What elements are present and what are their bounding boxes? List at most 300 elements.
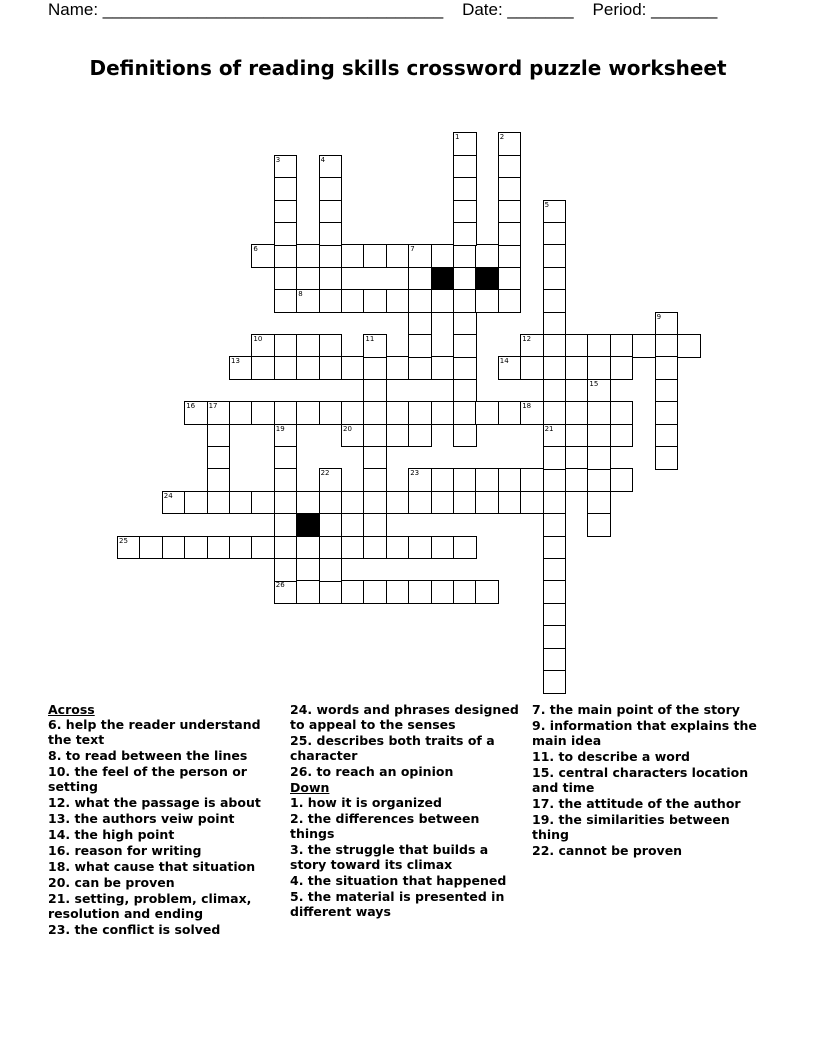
clue-item [532,812,764,842]
crossword-cell[interactable] [274,267,298,291]
crossword-cell[interactable] [587,513,611,537]
crossword-cell[interactable] [363,536,387,560]
crossword-cell[interactable] [207,446,231,470]
crossword-cell[interactable] [363,244,387,268]
crossword-cell[interactable] [162,491,186,515]
crossword-cell[interactable] [655,334,679,358]
crossword-cell[interactable] [543,244,567,268]
crossword-cell[interactable] [319,491,343,515]
crossword-cell[interactable] [431,356,455,380]
clue-item [290,811,522,841]
clue-item-text: the material is presented in different ways [290,889,505,919]
crossword-cell[interactable] [655,401,679,425]
clue-item-text: the similarities between thing [532,812,730,842]
crossword-cell[interactable] [274,222,298,246]
crossword-cell[interactable] [408,536,432,560]
clue-item-number: 24. [290,702,313,717]
crossword-cell[interactable] [543,580,567,604]
crossword-cell[interactable] [453,222,477,246]
crossword-cell[interactable] [475,401,499,425]
crossword-cell[interactable] [632,334,656,358]
crossword-cell[interactable] [319,401,343,425]
crossword-cell[interactable] [274,155,298,179]
clue-item-number: 4. [290,873,304,888]
clue-number: 12 [522,335,532,343]
crossword-cell[interactable] [386,536,410,560]
crossword-cell[interactable] [543,513,567,537]
crossword-cell[interactable] [274,424,298,448]
crossword-cell[interactable] [610,468,634,492]
crossword-cell[interactable] [274,580,298,604]
crossword-cell[interactable] [274,446,298,470]
clue-item [532,718,764,748]
crossword-cell[interactable] [408,334,432,358]
crossword-cell[interactable] [207,491,231,515]
crossword-cell[interactable] [363,356,387,380]
crossword-cell[interactable] [520,356,544,380]
crossword-cell[interactable] [363,379,387,403]
clue-item-text: cannot be proven [554,843,683,858]
clue-item-text: central characters location and time [532,765,749,795]
clue-item [48,795,280,810]
crossword-cell[interactable] [453,334,477,358]
crossword-cell[interactable] [319,536,343,560]
crossword-cell[interactable] [587,334,611,358]
crossword-cell[interactable] [408,312,432,336]
crossword-cell[interactable] [386,356,410,380]
clue-number: 26 [275,581,285,590]
crossword-cell[interactable] [543,334,567,358]
crossword-cell[interactable] [520,468,544,492]
crossword-cell[interactable] [543,491,567,515]
crossword-cell[interactable] [408,244,432,268]
crossword-cell[interactable] [453,468,477,492]
crossword-black-cell [475,267,499,291]
crossword-black-cell [296,513,320,537]
crossword-cell[interactable] [162,536,186,560]
crossword-cell[interactable] [363,334,387,358]
crossword-cell[interactable] [431,244,455,268]
crossword-cell[interactable] [229,536,253,560]
crossword-cell[interactable] [207,401,231,425]
crossword-cell[interactable] [543,424,567,448]
clue-number: 25 [119,536,128,545]
crossword-cell[interactable] [408,468,432,492]
crossword-cell[interactable] [229,401,253,425]
crossword-cell[interactable] [498,155,522,179]
crossword-cell[interactable] [251,401,275,425]
crossword-cell[interactable] [296,289,320,313]
clue-item-text: the feel of the person or setting [48,764,247,794]
crossword-cell[interactable] [341,401,365,425]
crossword-cell[interactable] [498,132,522,156]
clue-item-text: the main point of the story [545,702,740,717]
crossword-cell[interactable] [274,334,298,358]
clue-number: 20 [343,424,352,433]
crossword-cell[interactable] [207,468,231,492]
clue-item-number: 14. [48,827,71,842]
clue-item-text: the high point [70,827,175,842]
crossword-cell[interactable] [408,401,432,425]
clue-item-text: reason for writing [70,843,202,858]
crossword-cell[interactable] [453,356,477,380]
crossword-cell[interactable] [408,267,432,291]
crossword-cell[interactable] [610,356,634,380]
crossword-cell[interactable] [475,580,499,604]
clue-item [532,702,764,717]
crossword-cell[interactable] [498,468,522,492]
crossword-cell[interactable] [498,267,522,291]
crossword-cell[interactable] [453,267,477,291]
crossword-cell[interactable] [341,580,365,604]
crossword-cell[interactable] [453,401,477,425]
clue-item-text: what the passage is about [70,795,261,810]
crossword-cell[interactable] [543,536,567,560]
clue-item-text: the conflict is solved [70,922,221,937]
clue-number: 14 [499,357,509,366]
clue-item [48,875,280,890]
clue-item-number: 18. [48,859,71,874]
crossword-cell[interactable] [386,289,410,313]
clue-item-text: describes both traits of a character [290,733,495,763]
crossword-cell[interactable] [341,356,365,380]
clue-item [532,796,764,811]
clue-item-number: 15. [532,765,555,780]
crossword-cell[interactable] [498,222,522,246]
crossword-cell[interactable] [363,401,387,425]
crossword-cell[interactable] [498,289,522,313]
crossword-cell[interactable] [251,536,275,560]
crossword-cell[interactable] [363,491,387,515]
clue-item-number: 3. [290,842,304,857]
clues-column-1 [48,702,280,938]
crossword-cell[interactable] [408,580,432,604]
crossword-cell[interactable] [498,200,522,224]
crossword-cell[interactable] [296,356,320,380]
crossword-cell[interactable] [543,401,567,425]
clue-item [290,889,522,919]
clue-item-text: how it is organized [303,795,442,810]
clue-item [290,764,522,779]
clue-item-number: 16. [48,843,71,858]
crossword-cell[interactable] [431,468,455,492]
crossword-cell[interactable] [431,289,455,313]
crossword-cell[interactable] [386,491,410,515]
clue-item-text: information that explains the main idea [532,718,757,748]
clue-item-text: what cause that situation [70,859,256,874]
clue-item-number: 2. [290,811,304,826]
crossword-cell[interactable] [543,289,567,313]
clue-number: 17 [208,402,218,411]
period-field-label[interactable]: Period: _______ [592,0,718,19]
crossword-cell[interactable] [319,558,343,582]
crossword-cell[interactable] [453,536,477,560]
crossword-cell[interactable] [453,155,477,179]
crossword-cell[interactable] [543,558,567,582]
clue-item-text: the situation that happened [303,873,507,888]
crossword-cell[interactable] [319,244,343,268]
clue-item [532,749,764,764]
crossword-cell[interactable] [543,267,567,291]
crossword-cell[interactable] [319,468,343,492]
crossword-cell[interactable] [453,132,477,156]
crossword-cell[interactable] [274,513,298,537]
crossword-cell[interactable] [543,446,567,470]
crossword-cell[interactable] [655,424,679,448]
crossword-cell[interactable] [475,468,499,492]
crossword-cell[interactable] [453,200,477,224]
crossword-cell[interactable] [498,244,522,268]
clue-item [290,702,522,732]
crossword-cell[interactable] [520,334,544,358]
crossword-cell[interactable] [453,244,477,268]
crossword-cell[interactable] [251,356,275,380]
crossword-cell[interactable] [587,446,611,470]
crossword-cell[interactable] [319,155,343,179]
clue-item-text: to reach an opinion [312,764,454,779]
clue-item [290,873,522,888]
clue-number: 4 [320,155,326,164]
crossword-cell[interactable] [363,580,387,604]
crossword-cell[interactable] [386,401,410,425]
clue-number: 3 [275,155,281,164]
crossword-cell[interactable] [677,334,701,358]
clue-number: 18 [522,402,532,411]
clue-item-number: 7. [532,702,546,717]
crossword-cell[interactable] [341,424,365,448]
clue-item-number: 25. [290,733,313,748]
crossword-cell[interactable] [408,289,432,313]
crossword-cell[interactable] [587,356,611,380]
clue-item-number: 10. [48,764,71,779]
clue-section-heading: Down [290,780,330,795]
crossword-cell[interactable] [207,536,231,560]
crossword-cell[interactable] [431,401,455,425]
clue-number: 19 [275,424,285,433]
crossword-cell[interactable] [565,356,589,380]
crossword-cell[interactable] [184,536,208,560]
crossword-cell[interactable] [610,424,634,448]
crossword-cell[interactable] [587,424,611,448]
crossword-cell[interactable] [587,379,611,403]
crossword-cell[interactable] [453,491,477,515]
crossword-cell[interactable] [341,491,365,515]
clue-item-number: 8. [48,748,62,763]
crossword-cell[interactable] [498,356,522,380]
crossword-cell[interactable] [610,334,634,358]
clue-item [48,827,280,842]
crossword-cell[interactable] [453,312,477,336]
crossword-cell[interactable] [543,379,567,403]
clue-item-text: help the reader understand the text [48,717,261,747]
clue-item-number: 6. [48,717,62,732]
clue-number: 8 [298,290,303,299]
crossword-cell[interactable] [655,446,679,470]
crossword-cell[interactable] [386,580,410,604]
clue-number: 15 [589,379,599,388]
crossword-cell[interactable] [274,468,298,492]
clue-number: 13 [231,357,240,366]
crossword-cell[interactable] [274,401,298,425]
crossword-cell[interactable] [543,312,567,336]
crossword-cell[interactable] [319,289,343,313]
clue-number: 7 [410,245,415,254]
clue-item [48,859,280,874]
clue-item-text: the struggle that builds a story toward its climax [290,842,489,872]
crossword-cell[interactable] [319,200,343,224]
clue-item-text: to describe a word [554,749,690,764]
crossword-cell[interactable] [408,491,432,515]
crossword-cell[interactable] [341,536,365,560]
crossword-cell[interactable] [565,401,589,425]
clue-item-number: 5. [290,889,304,904]
crossword-cell[interactable] [498,491,522,515]
name-field-label[interactable]: Name: ____________________________________ [48,0,444,19]
crossword-cell[interactable] [363,513,387,537]
crossword-cell[interactable] [296,401,320,425]
crossword-cell[interactable] [543,468,567,492]
clue-item-number: 20. [48,875,71,890]
crossword-cell[interactable] [475,244,499,268]
crossword-cell[interactable] [363,424,387,448]
crossword-cell[interactable] [274,558,298,582]
crossword-cell[interactable] [274,356,298,380]
clue-item-number: 23. [48,922,71,937]
crossword-cell[interactable] [520,491,544,515]
crossword-cell[interactable] [184,401,208,425]
crossword-cell[interactable] [319,334,343,358]
crossword-cell[interactable] [453,580,477,604]
clue-item-number: 13. [48,811,71,826]
crossword-cell[interactable] [453,379,477,403]
crossword-cell[interactable] [207,424,231,448]
crossword-cell[interactable] [296,334,320,358]
crossword-cell[interactable] [565,424,589,448]
clue-item [48,922,280,937]
crossword-cell[interactable] [565,468,589,492]
clue-item-text: the differences between things [290,811,480,841]
crossword-cell[interactable] [251,244,275,268]
crossword-cell[interactable] [274,177,298,201]
crossword-cell[interactable] [453,289,477,313]
crossword-cell[interactable] [655,312,679,336]
clue-item-number: 21. [48,891,71,906]
clue-item [48,843,280,858]
clue-item-number: 12. [48,795,71,810]
clue-item-text: the authors veiw point [70,811,235,826]
worksheet-title: Definitions of reading skills crossword puzzle worksheet [89,56,727,80]
crossword-cell[interactable] [498,177,522,201]
crossword-cell[interactable] [296,580,320,604]
crossword-cell[interactable] [251,491,275,515]
crossword-cell[interactable] [341,289,365,313]
crossword-cell[interactable] [386,424,410,448]
clues-column-2 [290,702,522,920]
crossword-cell[interactable] [453,424,477,448]
clue-item-text: words and phrases designed to appeal to the senses [290,702,519,732]
crossword-cell[interactable] [274,200,298,224]
crossword-cell[interactable] [543,356,567,380]
crossword-cell[interactable] [453,177,477,201]
crossword-cell[interactable] [139,536,163,560]
crossword-cell[interactable] [587,491,611,515]
clue-item-number: 17. [532,796,555,811]
crossword-cell[interactable] [431,491,455,515]
crossword-cell[interactable] [319,177,343,201]
crossword-cell[interactable] [543,200,567,224]
clue-number: 10 [253,335,263,343]
date-field-label[interactable]: Date: _______ [462,0,574,19]
crossword-cell[interactable] [296,536,320,560]
clue-number: 6 [253,245,258,254]
crossword-cell[interactable] [543,648,567,672]
clue-item-number: 26. [290,764,313,779]
crossword-cell[interactable] [117,536,141,560]
crossword-cell[interactable] [184,491,208,515]
crossword-cell[interactable] [341,244,365,268]
clue-number: 1 [455,133,460,142]
clue-number: 22 [320,469,330,478]
crossword-cell[interactable] [296,244,320,268]
crossword-cell[interactable] [274,244,298,268]
crossword-cell[interactable] [363,446,387,470]
crossword-cell[interactable] [498,401,522,425]
crossword-cell[interactable] [229,356,253,380]
crossword-cell[interactable] [520,401,544,425]
crossword-black-cell [431,267,455,291]
clue-item-text: the attitude of the author [554,796,741,811]
crossword-cell[interactable] [408,356,432,380]
crossword-cell[interactable] [543,670,567,694]
crossword-cell[interactable] [296,491,320,515]
crossword-cell[interactable] [319,580,343,604]
crossword-cell[interactable] [475,491,499,515]
crossword-cell[interactable] [587,468,611,492]
crossword-cell[interactable] [565,334,589,358]
crossword-cell[interactable] [319,222,343,246]
clue-item [48,891,280,921]
crossword-cell[interactable] [431,536,455,560]
crossword-cell[interactable] [363,289,387,313]
crossword-cell[interactable] [655,356,679,380]
crossword-cell[interactable] [363,468,387,492]
clue-item-number: 9. [532,718,546,733]
crossword-cell[interactable] [543,603,567,627]
crossword-cell[interactable] [408,424,432,448]
crossword-cell[interactable] [274,536,298,560]
crossword-cell[interactable] [274,491,298,515]
crossword-cell[interactable] [543,625,567,649]
crossword-cell[interactable] [655,379,679,403]
crossword-cell[interactable] [274,289,298,313]
crossword-cell[interactable] [319,267,343,291]
crossword-cell[interactable] [319,513,343,537]
clue-item-text: can be proven [70,875,175,890]
crossword-cell[interactable] [319,356,343,380]
crossword-cell[interactable] [543,222,567,246]
clue-item [48,764,280,794]
crossword-cell[interactable] [251,334,275,358]
crossword-cell[interactable] [610,401,634,425]
crossword-cell[interactable] [386,244,410,268]
clue-number: 24 [163,491,173,500]
crossword-cell[interactable] [431,580,455,604]
clue-item [532,843,764,858]
crossword-cell[interactable] [587,401,611,425]
clue-item-text: setting, problem, climax, resolution and ending [48,891,252,921]
crossword-cell[interactable] [475,289,499,313]
crossword-cell[interactable] [229,491,253,515]
